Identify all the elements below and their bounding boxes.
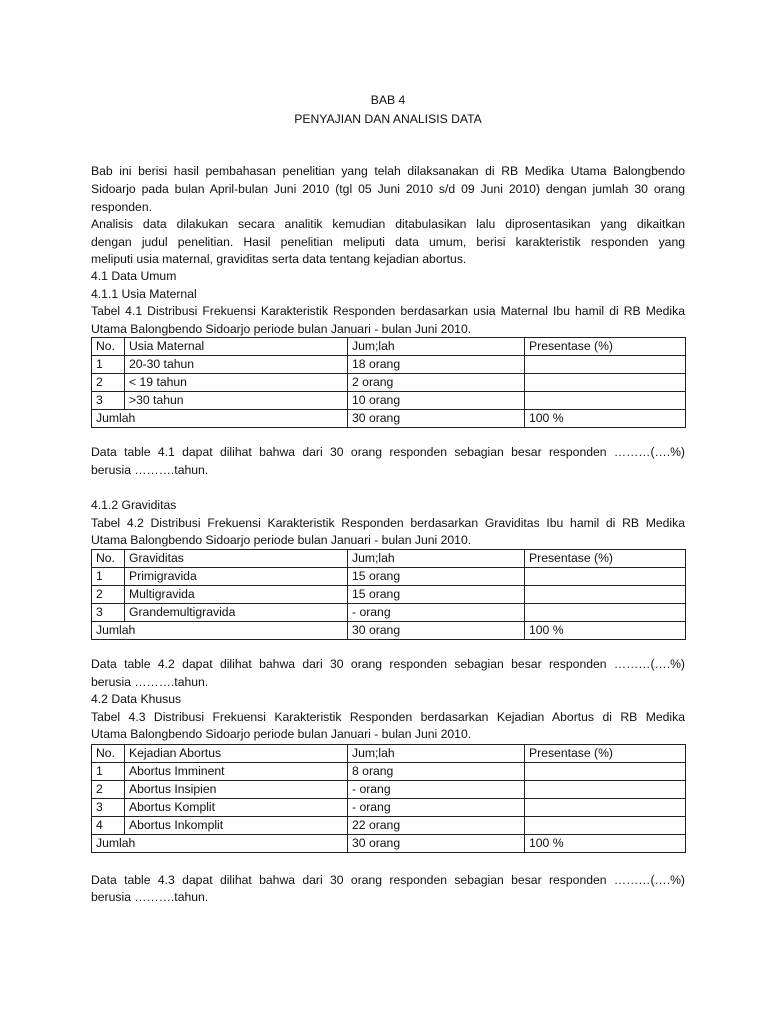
intro-line-1: Bab ini berisi hasil pembahasan penelitian yang telah dilaksanakan di RB Medika Utama Balongbendo (91, 164, 685, 178)
analysis-line-2: dengan judul penelitian. Hasil penelitian meliputi data umum, berisi karakteristik responden yang (91, 235, 685, 249)
table3-note-line-1: Data table 4.3 dapat dilihat bahwa dari 30 orang responden sebagian besar responden ………(….%) (91, 873, 685, 887)
analysis-line-1: Analisis data dilakukan secara analitik kemudian ditabulasikan lalu diprosentasikan yang dikaitkan (91, 217, 685, 231)
header-cell: Usia Maternal (125, 338, 348, 356)
table-cell (525, 374, 686, 392)
table-cell: 10 orang (348, 392, 525, 410)
table-cell: Primigravida (125, 568, 348, 586)
table1-note-line-1: Data table 4.1 dapat dilihat bahwa dari 30 orang responden sebagian besar responden ………(….%) (91, 445, 685, 459)
table-cell: 3 (92, 392, 125, 410)
total-label: Jumlah (92, 835, 348, 853)
table-cell: 8 orang (348, 763, 525, 781)
table-cell: 3 (92, 799, 125, 817)
table-usia-maternal (91, 337, 686, 428)
header-cell: Jum;lah (348, 338, 525, 356)
table-cell (525, 356, 686, 374)
table3-caption-line-1: Tabel 4.3 Distribusi Frekuensi Karakteristik Responden berdasarkan Kejadian Abortus di RB Medika (91, 710, 685, 724)
table-cell: 1 (92, 763, 125, 781)
table-header-row (92, 338, 686, 356)
table-cell: 4 (92, 817, 125, 835)
table-cell: >30 tahun (125, 392, 348, 410)
table-cell (525, 604, 686, 622)
total-count: 30 orang (348, 622, 525, 640)
table-total-row (92, 410, 686, 428)
section-heading-4-2: 4.2 Data Khusus (91, 692, 182, 706)
page-title: PENYAJIAN DAN ANALISIS DATA (294, 112, 482, 126)
table-cell (525, 817, 686, 835)
table-cell (525, 586, 686, 604)
table-row (92, 799, 686, 817)
table1-caption-line-2: Utama Balongbendo Sidoarjo periode bulan Januari - bulan Juni 2010. (91, 322, 472, 336)
total-percent: 100 % (525, 410, 686, 428)
table-row (92, 781, 686, 799)
total-label: Jumlah (92, 622, 348, 640)
table-cell: Abortus Insipien (125, 781, 348, 799)
total-percent: 100 % (525, 835, 686, 853)
table-cell: 22 orang (348, 817, 525, 835)
table-cell: Abortus Komplit (125, 799, 348, 817)
header-cell: Presentase (%) (525, 550, 686, 568)
table2-note-line-1: Data table 4.2 dapat dilihat bahwa dari 30 orang responden sebagian besar responden ………(….%) (91, 657, 685, 671)
table-cell: Abortus Inkomplit (125, 817, 348, 835)
header-cell: No. (92, 550, 125, 568)
table-cell: 18 orang (348, 356, 525, 374)
intro-line-2: Sidoarjo pada bulan April-bulan Juni 2010 (tgl 05 Juni 2010 s/d 09 Juni 2010) dengan jumlah 30 orang (91, 182, 685, 196)
table-row (92, 392, 686, 410)
table-cell: 1 (92, 356, 125, 374)
table2-note-line-2: berusia ……….tahun. (91, 675, 209, 689)
table-row (92, 374, 686, 392)
header-cell: Presentase (%) (525, 338, 686, 356)
table-total-row (92, 622, 686, 640)
analysis-line-3: meliputi usia maternal, graviditas serta data tentang kejadian abortus. (91, 252, 467, 266)
total-count: 30 orang (348, 835, 525, 853)
table-cell (525, 781, 686, 799)
table-row (92, 763, 686, 781)
header-cell: Jum;lah (348, 745, 525, 763)
table-cell: < 19 tahun (125, 374, 348, 392)
table3-note-line-2: berusia ……….tahun. (91, 890, 209, 904)
header-cell: No. (92, 338, 125, 356)
header-cell: Graviditas (125, 550, 348, 568)
table-cell: 2 (92, 781, 125, 799)
header-cell: Jum;lah (348, 550, 525, 568)
table-cell: 20-30 tahun (125, 356, 348, 374)
section-heading-4-1-2: 4.1.2 Graviditas (91, 498, 177, 512)
header-cell: Kejadian Abortus (125, 745, 348, 763)
table-cell (525, 568, 686, 586)
table-row (92, 356, 686, 374)
table-graviditas (91, 549, 686, 640)
table2-caption-line-2: Utama Balongbendo Sidoarjo periode bulan Januari - bulan Juni 2010. (91, 533, 472, 547)
table1-note-line-2: berusia ……….tahun. (91, 463, 209, 477)
section-heading-4-1-1: 4.1.1 Usia Maternal (91, 287, 197, 301)
table-kejadian-abortus (91, 744, 686, 853)
table-row (92, 604, 686, 622)
table-header-row (92, 550, 686, 568)
total-percent: 100 % (525, 622, 686, 640)
table-cell: 2 (92, 586, 125, 604)
table-cell: 2 orang (348, 374, 525, 392)
table-cell: 3 (92, 604, 125, 622)
table-row (92, 817, 686, 835)
intro-line-3: responden. (91, 200, 152, 214)
table-cell: Grandemultigravida (125, 604, 348, 622)
section-heading-4-1: 4.1 Data Umum (91, 269, 177, 283)
table-row (92, 568, 686, 586)
table-cell (525, 392, 686, 410)
table1-caption-line-1: Tabel 4.1 Distribusi Frekuensi Karakteristik Responden berdasarkan usia Maternal Ibu hamil di RB Medika (91, 304, 685, 318)
table2-caption-line-1: Tabel 4.2 Distribusi Frekuensi Karakteristik Responden berdasarkan Graviditas Ibu hamil di RB Medika (91, 516, 685, 530)
table-cell: Abortus Imminent (125, 763, 348, 781)
table-cell: 1 (92, 568, 125, 586)
chapter-label: BAB 4 (370, 93, 406, 107)
table-cell (525, 763, 686, 781)
table-header-row (92, 745, 686, 763)
table-row (92, 586, 686, 604)
table-cell: 2 (92, 374, 125, 392)
header-cell: No. (92, 745, 125, 763)
header-cell: Presentase (%) (525, 745, 686, 763)
table3-caption-line-2: Utama Balongbendo Sidoarjo periode bulan Januari - bulan Juni 2010. (91, 727, 472, 741)
table-cell (525, 799, 686, 817)
table-cell: - orang (348, 604, 525, 622)
table-cell: Multigravida (125, 586, 348, 604)
total-count: 30 orang (348, 410, 525, 428)
table-cell: 15 orang (348, 568, 525, 586)
table-cell: - orang (348, 799, 525, 817)
table-cell: 15 orang (348, 586, 525, 604)
total-label: Jumlah (92, 410, 348, 428)
table-cell: - orang (348, 781, 525, 799)
table-total-row (92, 835, 686, 853)
